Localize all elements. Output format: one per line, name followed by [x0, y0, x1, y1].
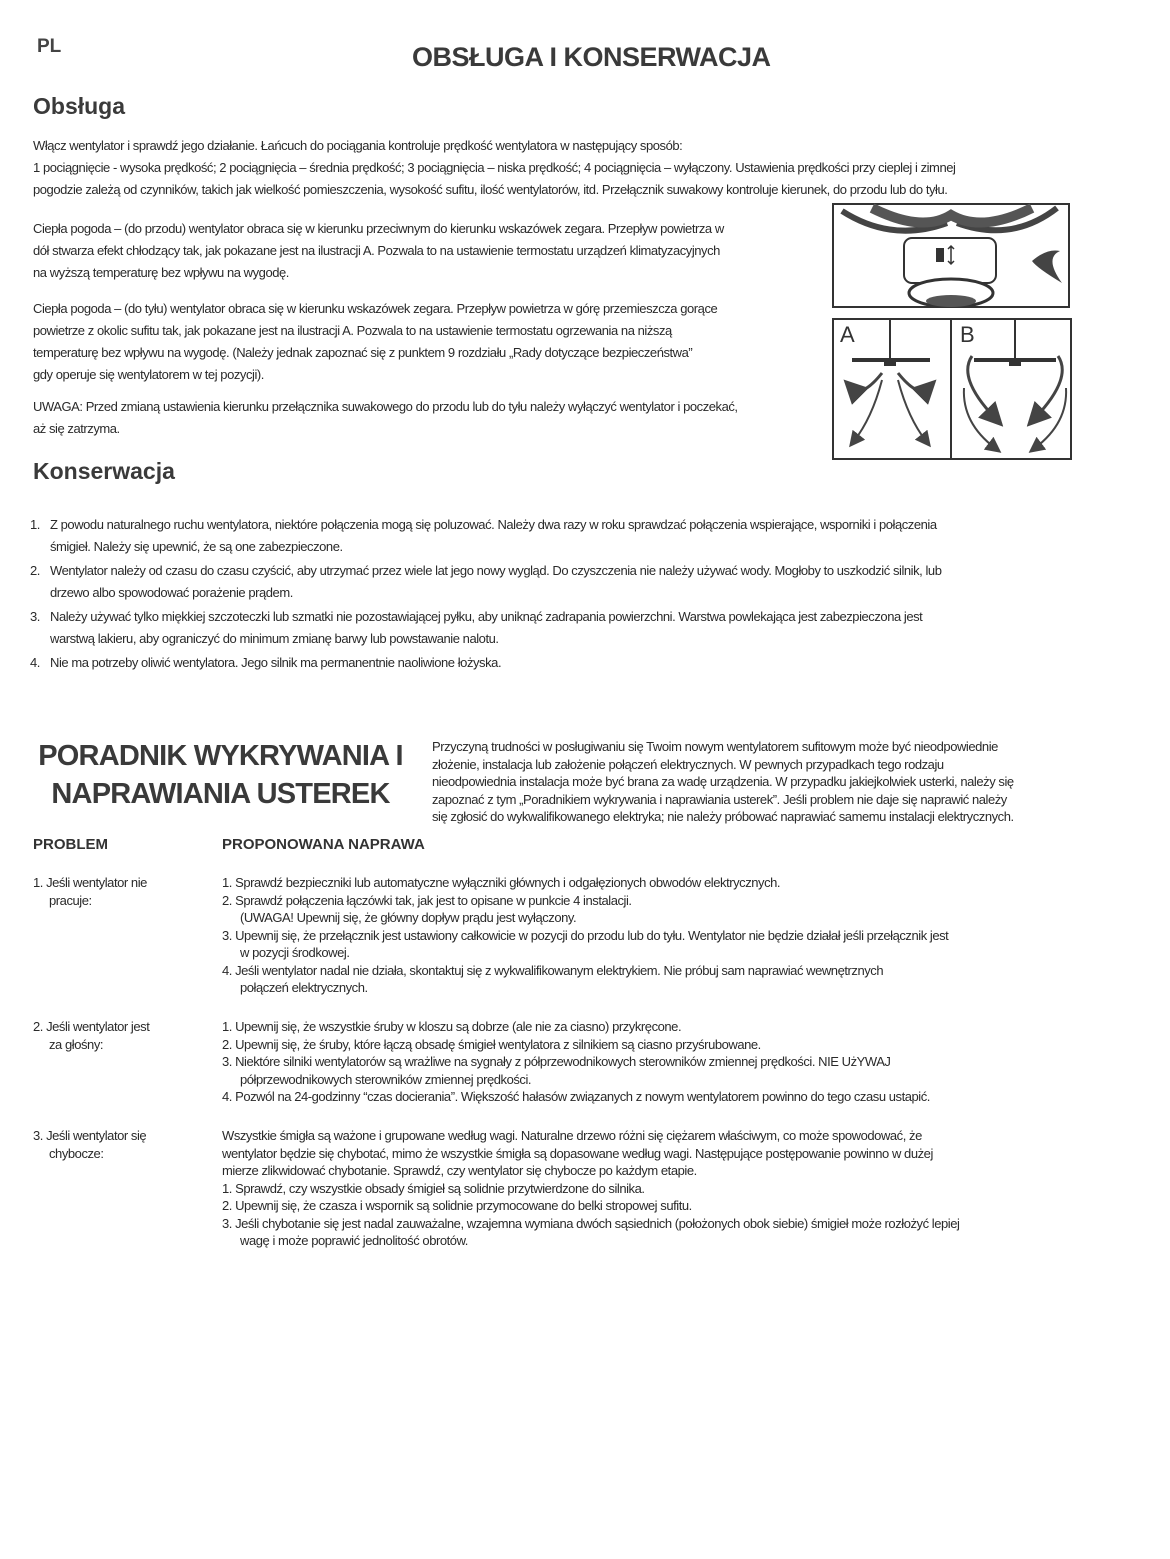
- maintenance-list: [30, 514, 941, 674]
- text-line: połączeń elektrycznych.: [240, 980, 368, 995]
- list-item: [30, 606, 941, 650]
- title-line: PORADNIK WYKRYWANIA I: [38, 740, 403, 772]
- text-line: pogodzie zależą od czynników, takich jak wielkość pomieszczenia, wysokość sufitu, ilość wentylatorów, itd. Przełącznik suwakowy kontroluje kierunek, do przodu lub do tyłu.: [33, 182, 948, 197]
- text-line: 1. Sprawdź, czy wszystkie obsady śmigieł są solidnie przytwierdzone do silnika.: [222, 1180, 645, 1196]
- fix-cell: [222, 1018, 930, 1106]
- text-line: 3. Jeśli chybotanie się jest nadal zauważalne, wzajemna wymiana dwóch sąsiednich (położonych obok siebie) śmigieł może rozłożyć lepiej: [222, 1215, 960, 1231]
- problem-cell: [33, 1018, 149, 1053]
- text-line: temperaturę bez wpływu na wygodę. (Należy jednak zapoznać się z punktem 9 rozdziału „Rady dotyczące bezpieczeństwa”: [33, 345, 693, 360]
- text-line: 3. Jeśli wentylator się: [33, 1128, 147, 1143]
- page-title: OBSŁUGA I KONSERWACJA: [412, 42, 771, 72]
- section-heading-obsluga: Obsługa: [33, 93, 126, 119]
- text-line: 2. Sprawdź połączenia łączówki tak, jak jest to opisane w punkcie 4 instalacji.: [222, 892, 632, 908]
- text-line: (UWAGA! Upewnij się, że główny dopływ prądu jest wyłączony.: [240, 910, 577, 925]
- text-line: chybocze:: [49, 1145, 104, 1161]
- text-line: aż się zatrzyma.: [33, 421, 120, 436]
- paragraph-forward: [33, 218, 724, 284]
- list-item: [30, 652, 941, 674]
- text-line: Należy używać tylko miękkiej szczoteczki lub szmatki nie pozostawiającej pyłku, aby uniknąć zadrapania powierzchni. Warstwa powlekająca jest zabezpieczona jest: [50, 609, 923, 624]
- text-line: się zgłosić do wykwalifikowanego elektryka; nie należy próbować naprawiać samemu instalacji elektrycznych.: [432, 809, 1014, 824]
- text-line: Z powodu naturalnego ruchu wentylatora, niektóre połączenia mogą się poluzować. Należy dwa razy w roku sprawdzać połączenia wspierające, wsporniki i połączenia: [50, 517, 937, 532]
- fix-cell: [222, 874, 948, 997]
- text-line: powietrze z okolic sufitu tak, jak pokazane jest na ilustracji A. Pozwala to na ustawienie termostatu ogrzewania na niższą: [33, 323, 672, 338]
- column-header-fix: PROPONOWANA NAPRAWA: [222, 836, 425, 853]
- text-line: złożenie, instalacja lub założenie połączeń elektrycznych. W pewnych przypadkach tego rodzaju: [432, 756, 944, 772]
- switch-icon: [936, 248, 944, 262]
- troubleshooting-intro: [432, 738, 1014, 826]
- troubleshooting-title: [18, 737, 423, 813]
- section-heading-konserwacja: Konserwacja: [33, 458, 175, 484]
- text-line: śmigieł. Należy się upewnić, że są one zabezpieczone.: [50, 539, 343, 554]
- diagram-label-b: B: [960, 322, 975, 347]
- text-line: gdy operuje się wentylatorem w tej pozycji).: [33, 367, 264, 382]
- text-line: 4. Pozwól na 24-godzinny “czas docierania”. Większość hałasów związanych z nowym wentylatorem powinno do tego czasu ustapić.: [222, 1089, 930, 1104]
- text-line: dół stwarza efekt chłodzący tak, jak pokazane jest na ilustracji A. Pozwala to na ustawienie termostatu urządzeń klimatyzacyjnych: [33, 243, 720, 258]
- title-line: NAPRAWIANIA USTEREK: [51, 778, 390, 810]
- text-line: pracuje:: [49, 892, 92, 908]
- list-item: [30, 560, 941, 604]
- text-line: UWAGA: Przed zmianą ustawienia kierunku przełącznika suwakowego do przodu lub do tyłu należy wyłączyć wentylator i poczekać,: [33, 399, 738, 414]
- text-line: wagę i może poprawić jednolitość obrotów.: [240, 1233, 468, 1248]
- text-line: za głośny:: [49, 1036, 104, 1052]
- language-code: PL: [37, 36, 62, 57]
- text-line: Wentylator należy od czasu do czasu czyścić, aby utrzymać przez wiele lat jego nowy wygląd. Do czyszczenia nie należy używać wody. Mogłoby to uszkodzić silnik, lub: [50, 563, 942, 578]
- diagram-label-a: A: [840, 322, 855, 347]
- item-number: 1.: [30, 517, 40, 532]
- text-line: 2. Upewnij się, że śruby, które łączą obsadę śmigieł wentylatora z silnikiem są ciasno przyśrubowane.: [222, 1036, 761, 1052]
- problem-cell: [33, 1127, 146, 1162]
- item-number: 3.: [30, 609, 40, 624]
- text-line: 1. Sprawdź bezpieczniki lub automatyczne wyłączniki głównych i odgałęzionych obwodów elektrycznych.: [222, 875, 781, 890]
- problem-cell: [33, 874, 147, 909]
- text-line: wentylator będzie się chybotać, mimo że wszystkie śmigła są dopasowane według wagi. Następujące postępowanie powinno w dużej: [222, 1145, 933, 1161]
- text-line: nieodpowiednia instalacja może być brana za wadę urządzenia. W przypadku jakiejkolwiek usterki, należy się: [432, 774, 1014, 789]
- text-line: 1. Upewnij się, że wszystkie śruby w kloszu są dobrze (ale nie za ciasno) przykręcone.: [222, 1019, 682, 1034]
- item-number: 4.: [30, 655, 40, 670]
- text-line: 3. Niektóre silniki wentylatorów są wrażliwe na sygnały z półprzewodnikowych sterowników zmiennej prędkości. NIE UżYWAJ: [222, 1054, 891, 1069]
- text-line: na wyższą temperaturę bez wpływu na wygodę.: [33, 265, 289, 280]
- text-line: 4. Jeśli wentylator nadal nie działa, skontaktuj się z wykwalifikowanym elektrykiem. Nie próbuj sam naprawiać wewnętrznych: [222, 962, 884, 978]
- text-line: w pozycji środkowej.: [240, 945, 350, 960]
- text-line: mierze zlikwidować chybotanie. Sprawdź, czy wentylator się chybocze po każdym etapie.: [222, 1163, 697, 1178]
- text-line: 2. Jeśli wentylator jest: [33, 1019, 150, 1034]
- fix-cell: [222, 1127, 959, 1250]
- paragraph-warning: [33, 396, 738, 440]
- text-line: Nie ma potrzeby oliwić wentylatora. Jego silnik ma permanentnie naoliwione łożyska.: [50, 655, 502, 670]
- text-line: 1 pociągnięcie - wysoka prędkość; 2 pociągnięcia – średnia prędkość; 3 pociągnięcia – niska prędkość; 4 pociągnięcia – wyłączony. Ustawienia prędkości przy cieplej i zimnej: [33, 160, 956, 175]
- text-line: Ciepła pogoda – (do przodu) wentylator obraca się w kierunku przeciwnym do kierunku wskazówek zegara. Przepływ powietrza w: [33, 221, 724, 236]
- paragraph-reverse: [33, 298, 717, 386]
- text-line: półprzewodnikowych sterowników zmiennej prędkości.: [240, 1071, 532, 1087]
- text-line: Przyczyną trudności w posługiwaniu się Twoim nowym wentylatorem sufitowym może być nieodpowiednie: [432, 739, 998, 754]
- text-line: 1. Jeśli wentylator nie: [33, 875, 147, 890]
- airflow-diagram: [832, 318, 1072, 460]
- text-line: Wszystkie śmigła są ważone i grupowane według wagi. Naturalne drzewo różni się ciężarem właściwym, co może spowodować, że: [222, 1128, 922, 1143]
- fan-switch-illustration: [832, 203, 1070, 308]
- text-line: zapoznać z tym „Poradnikiem wykrywania i naprawiania usterek”. Jeśli problem nie daje się naprawić należy: [432, 791, 1007, 807]
- item-number: 2.: [30, 563, 40, 578]
- text-line: drzewo albo spowodować porażenie prądem.: [50, 585, 293, 600]
- column-header-problem: PROBLEM: [33, 836, 108, 853]
- text-line: warstwą lakieru, aby ograniczyć do minimum zmianę barwy lub powstawanie nalotu.: [50, 631, 499, 646]
- list-item: [30, 514, 941, 558]
- text-line: 2. Upewnij się, że czasza i wspornik są solidnie przymocowane do belki stropowej sufitu.: [222, 1198, 692, 1213]
- text-line: 3. Upewnij się, że przełącznik jest ustawiony całkowicie w pozycji do przodu lub do tyłu. Wentylator nie będzie działał jeśli przełącznik jest: [222, 927, 949, 943]
- text-line: Ciepła pogoda – (do tyłu) wentylator obraca się w kierunku wskazówek zegara. Przepływ powietrza w górę przemieszcza gorące: [33, 301, 718, 316]
- paragraph-intro: [33, 135, 955, 201]
- text-line: Włącz wentylator i sprawdź jego działanie. Łańcuch do pociągania kontroluje prędkość wentylatora w następujący sposób:: [33, 138, 683, 153]
